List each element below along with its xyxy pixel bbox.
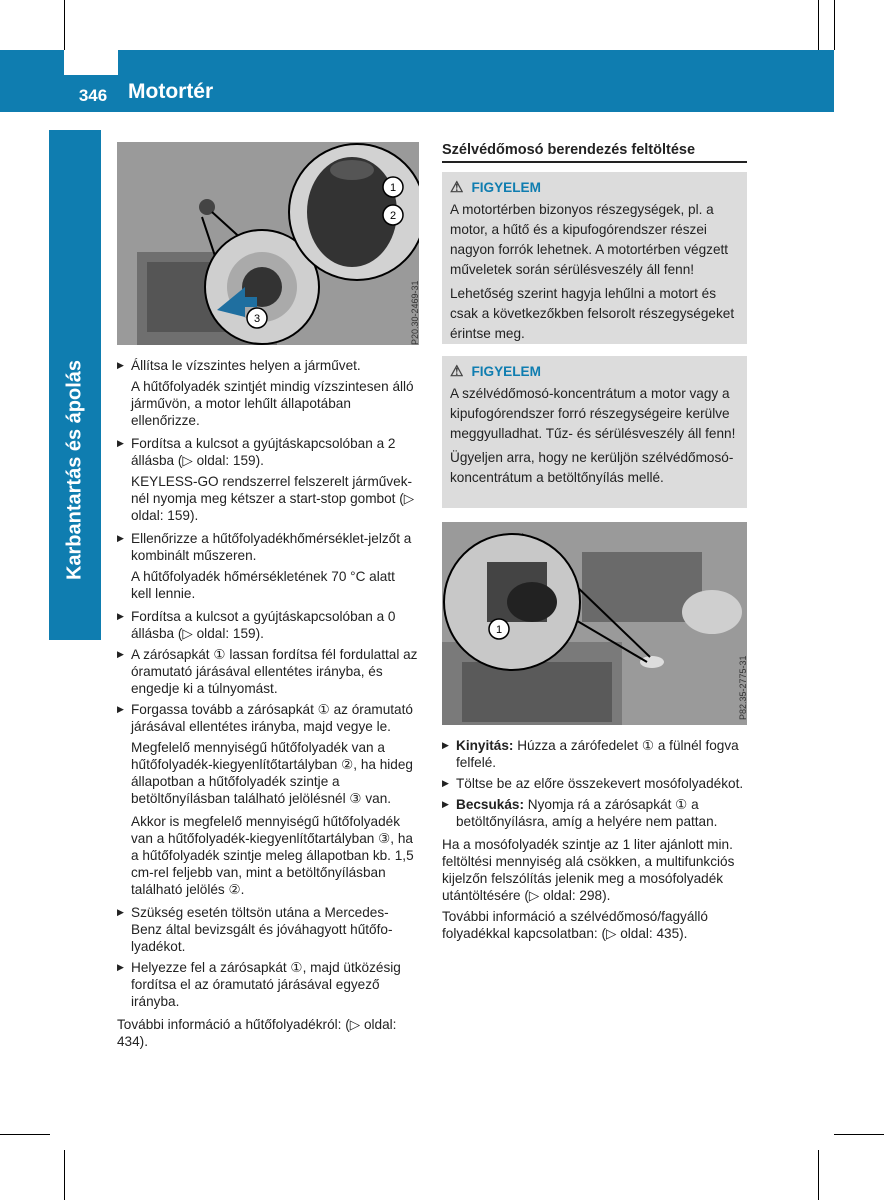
header-bar — [0, 50, 834, 112]
svg-text:3: 3 — [253, 313, 261, 325]
warning-text: Lehetőség szerint hagyja lehűlni a motort és csak a következőkben felsorolt részegységeket érintse meg. — [450, 286, 735, 341]
footer-reference: További információ a hűtőfolyadékról: (▷ oldal: 434). — [117, 1017, 397, 1049]
crop-mark — [834, 0, 835, 50]
step-item: ▶ Fordítsa a kulcsot a gyújtáskapcsolóban a 0 állásba (▷ oldal: 159). — [117, 608, 419, 642]
section-title: Szélvédőmosó berendezés feltöltése — [442, 142, 747, 163]
warning-box — [442, 172, 747, 344]
crop-mark — [818, 1150, 819, 1200]
figure-code: P82.35-2775-31 — [738, 655, 748, 720]
warning-header — [450, 178, 739, 198]
step-text: Nyomja rá a zárósapkát ① a betöltőnyílásra, amíg a helyére nem pattan. — [456, 797, 718, 829]
info-paragraph: Ha a mosófolyadék szintje az 1 liter ajánlott min. feltöltési mennyiség alá csökken, a multifunkciós kijelzőn felszólítás jelenik meg a mosófolyadék utántöltésére (▷ oldal: 298). — [442, 837, 735, 903]
warning-header — [450, 362, 739, 382]
crop-mark — [64, 1150, 65, 1200]
warning-triangle-icon: ⚠ — [450, 179, 464, 196]
figure-washer-reservoir — [442, 522, 747, 725]
step-note: Akkor is megfelelő mennyiségű hűtőfolyadék van a hűtőfolyadék-kiegyenlítőtartályban ③, ha a hűtőfolyadék szintje meleg állapotban kb. 1,5 cm-rel feljebb van, mint a betöltőnyílásban található jelölés ②. — [131, 814, 414, 897]
crop-mark — [64, 0, 65, 50]
step-note: A hűtőfolyadék hőmérsékletének 70 °C alatt kell lennie. — [131, 569, 395, 601]
step-text: Töltse be az előre összekevert mosófolyadékot. — [456, 776, 744, 791]
crop-mark — [0, 1134, 50, 1135]
page-number: 346 — [78, 86, 108, 105]
step-item: ▶ Ellenőrizze a hűtőfolyadékhőmérséklet-jelzőt a kombinált műszeren. — [117, 530, 419, 564]
figure-code: P20.30-2469-31 — [410, 280, 420, 345]
step-note: A hűtőfolyadék szintjét mindig vízszintesen álló járművön, a motor lehűlt állapotában ellenőrizze. — [131, 379, 414, 428]
step-text: Húzza a zárófedelet ① a fülnél fogva felfelé. — [456, 738, 739, 770]
info-paragraph: További információ a szélvédőmosó/fagyálló folyadékkal kapcsolatban: (▷ oldal: 435). — [442, 909, 708, 941]
crop-mark — [834, 1134, 884, 1135]
side-tab-label: Karbantartás és ápolás — [63, 359, 86, 581]
warning-triangle-icon: ⚠ — [450, 363, 464, 380]
step-note: KEYLESS-GO rendszerrel felszerelt járműveknél nyomja meg kétszer a start-stop gombot (▷ oldal: 159). — [131, 474, 415, 523]
left-column — [117, 357, 419, 1054]
warning-text: Ügyeljen arra, hogy ne kerüljön szélvédőmosó-koncentrátum a betöltőnyílás mellé. — [450, 450, 734, 485]
crop-mark — [818, 0, 819, 50]
step-item: ▶ Fordítsa a kulcsot a gyújtáskapcsolóban a 2 állásba (▷ oldal: 159). — [117, 435, 419, 469]
figure-washer-illustration — [442, 522, 747, 725]
step-item: ▶ A zárósapkát ① lassan fordítsa fél fordulattal az óramutató járásával ellentétes irányba, és engedje ki a túlnyomást. — [117, 646, 419, 697]
warning-text: A motortérben bizonyos részegységek, pl. a motor, a hűtő és a kipufogórendszer részei nagyon forrók lehetnek. A motortérben végzett műveletek során sérülésveszély áll fenn! — [450, 202, 729, 277]
svg-text:2: 2 — [389, 210, 397, 222]
warning-box — [442, 356, 747, 508]
step-label: Kinyitás: — [456, 738, 514, 753]
figure-coolant-reservoir — [117, 142, 419, 345]
warning-text: A szélvédőmosó-koncentrátum a motor vagy a kipufogórendszer forró részegységeire kerülve meggyulladhat. Tűz- és sérülésveszély áll fenn! — [450, 386, 736, 441]
warning-title: FIGYELEM — [471, 364, 541, 379]
step-item: ▶ Helyezze fel a zárósapkát ①, majd ütközésig fordítsa el az óramutató járásával egyező irányba. — [117, 959, 419, 1010]
svg-text:1: 1 — [389, 182, 397, 194]
right-column-steps — [442, 737, 747, 946]
step-item: ▶ Állítsa le vízszintes helyen a járművet. — [117, 357, 419, 374]
step-item — [442, 775, 747, 792]
page-title: Motortér — [128, 80, 214, 103]
step-item — [442, 737, 747, 771]
step-note: Megfelelő mennyiségű hűtőfolyadék van a hűtőfolyadék-kiegyenlítőtartályban ②, ha hideg állapotban a hűtőfolyadék szintje a betöltőnyílásban található jelölésnél ③ van. — [131, 740, 413, 806]
warning-title: FIGYELEM — [471, 180, 541, 195]
step-item: ▶ Forgassa tovább a zárósapkát ① az óramutató járásával ellentétes irányba, majd vegye le. — [117, 701, 419, 735]
step-item — [442, 796, 747, 830]
step-item: ▶ Szükség esetén töltsön utána a Mercedes-Benz által bevizsgált és jóváhagyott hűtőfolyadékot. — [117, 904, 419, 955]
svg-text:1: 1 — [495, 624, 503, 636]
step-label: Becsukás: — [456, 797, 525, 812]
figure-coolant-illustration — [117, 142, 419, 345]
